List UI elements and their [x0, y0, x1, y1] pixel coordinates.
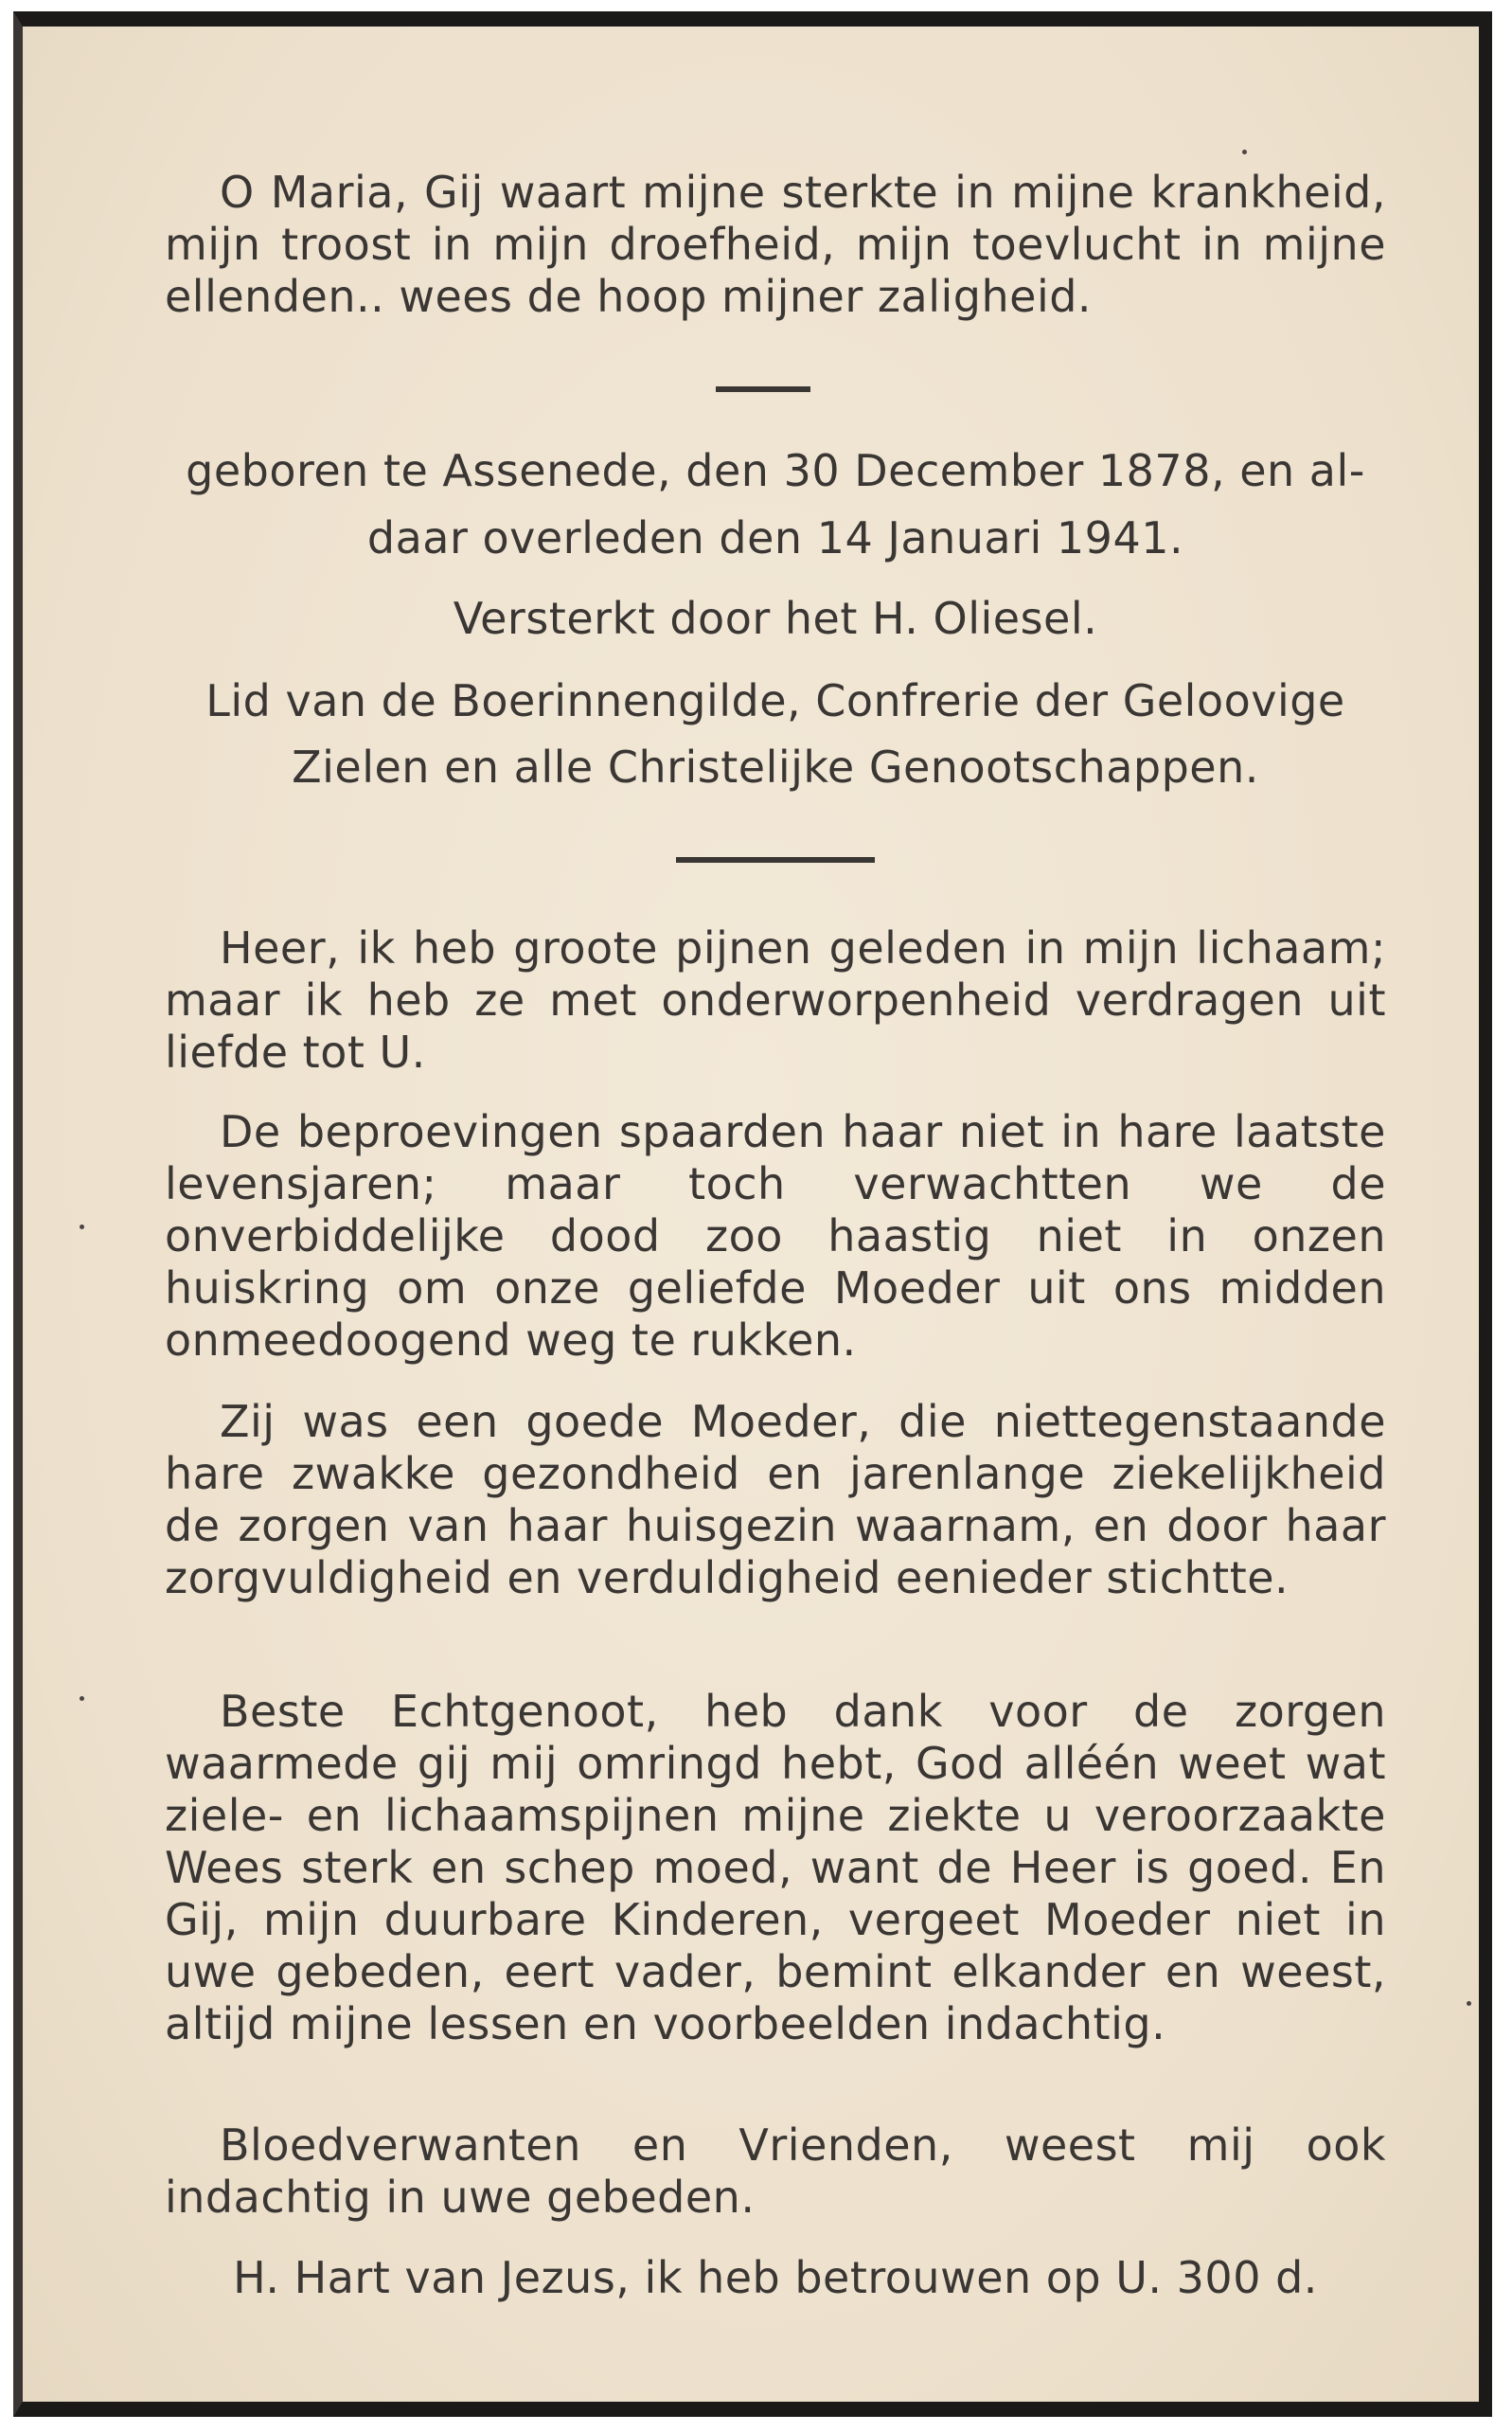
long-divider	[676, 857, 875, 863]
paper-speck	[80, 1225, 84, 1229]
birth-line-1: geboren te Assenede, den 30 December 1878, en al-	[186, 445, 1365, 496]
paragraph-vrienden: Bloedverwanten en Vrienden, weest mij ook indachtig in uwe gebeden.	[165, 2119, 1386, 2223]
paper-speck	[1467, 2001, 1471, 2006]
paper-speck	[1242, 150, 1247, 154]
membership-line-1: Lid van de Boerinnengilde, Confrerie der Geloovige	[205, 675, 1345, 726]
sacrament-line: Versterkt door het H. Oliesel.	[453, 593, 1098, 644]
birth-line-2: daar overleden den 14 Januari 1941.	[366, 512, 1184, 563]
paragraph-heer: Heer, ik heb groote pijnen geleden in mijn lichaam; maar ik heb ze met onderworpenheid verdragen uit liefde tot U.	[165, 922, 1386, 1078]
membership-line-2: Zielen en alle Christelijke Genootschappen.	[292, 742, 1259, 793]
paragraph-echtgenoot: Beste Echtgenoot, heb dank voor de zorgen waarmede gij mij omringd hebt, God alléén weet wat ziele- en lichaamspijnen mijne ziekte u veroorzaakte Wees sterk en schep moed, want de Heer is goed. En Gij, mijn duurbare Kinderen, vergeet Moeder niet in uwe gebeden, eert vader, bemint elkander en weest, altijd mijne lessen en voorbeelden indachtig.	[165, 1686, 1386, 2049]
memorial-card	[13, 11, 1492, 2417]
prayer-text: O Maria, Gij waart mijne sterkte in mijne krankheid, mijn troost in mijn droefheid, mijn toevlucht in mijne ellenden.. wees de hoop mijner zaligheid.	[165, 167, 1386, 322]
paragraph-moeder: Zij was een goede Moeder, die niettegenstaande hare zwakke gezondheid en jarenlange ziekelijkheid de zorgen van haar huisgezin waarnam, en door haar zorgvuldigheid en verduldigheid eenieder stichtte.	[165, 1396, 1386, 1603]
short-divider	[716, 386, 810, 392]
paper-speck	[80, 1696, 84, 1701]
paragraph-beproevingen: De beproevingen spaarden haar niet in hare laatste levensjaren; maar toch verwachtten we de onverbiddelijke dood zoo haastig niet in onzen huiskring om onze geliefde Moeder uit ons midden onmeedoogend weg te rukken.	[165, 1106, 1386, 1366]
card-paper	[23, 27, 1479, 2402]
closing-line: H. Hart van Jezus, ik heb betrouwen op U. 300 d.	[233, 2252, 1318, 2303]
